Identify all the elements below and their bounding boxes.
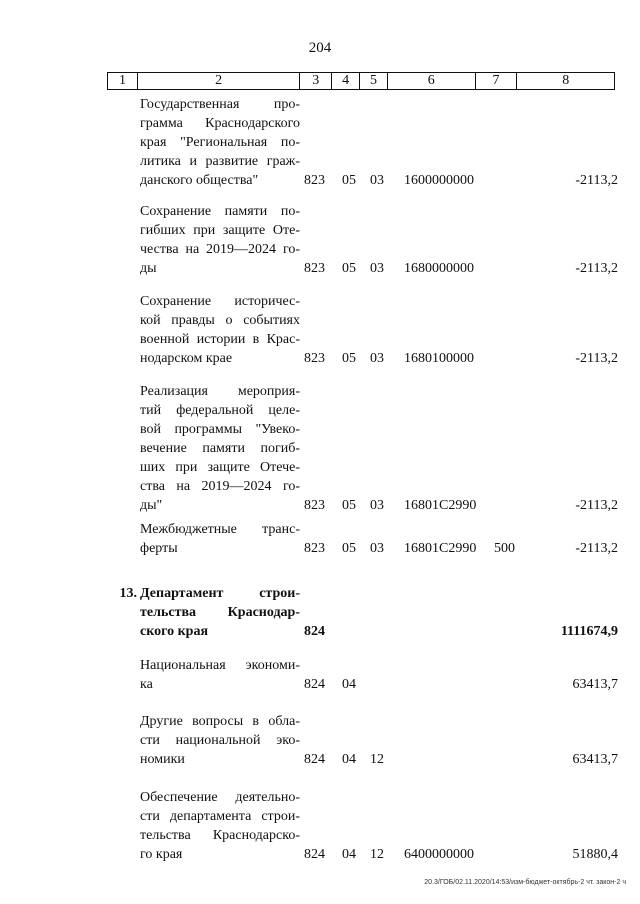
cell-c4: 05 <box>342 173 356 188</box>
table-row <box>0 656 640 694</box>
row-name-line: грамма Краснодарского <box>140 116 300 131</box>
row-name-line: ды" <box>140 498 163 513</box>
row-name-line: тельства Краснодар- <box>140 605 300 620</box>
row-name-line: края "Региональная по- <box>140 135 300 150</box>
row-name-line: номики <box>140 752 185 767</box>
cell-c5: 03 <box>370 351 384 366</box>
row-name-line: Другие вопросы в обла- <box>140 714 300 729</box>
row-name-line: ды <box>140 261 157 276</box>
cell-c8: 51880,4 <box>572 847 618 862</box>
row-name <box>140 292 300 368</box>
row-name <box>140 656 300 694</box>
cell-c7: 500 <box>494 541 515 556</box>
table-row <box>0 520 640 558</box>
row-name-line: ства на 2019—2024 го- <box>140 479 300 494</box>
cell-c3: 823 <box>304 261 325 276</box>
cell-c8: -2113,2 <box>575 261 618 276</box>
cell-c5: 03 <box>370 498 384 513</box>
row-name-line: сти национальной эко- <box>140 733 300 748</box>
cell-c4: 04 <box>342 752 356 767</box>
row-name-line: сти департамента строи- <box>140 809 300 824</box>
row-name-line: гибших при защите Оте- <box>140 223 300 238</box>
cell-c8: -2113,2 <box>575 541 618 556</box>
row-name-line: кой правды о событиях <box>140 313 300 328</box>
cell-c4: 05 <box>342 498 356 513</box>
row-name-line: ского края <box>140 624 209 639</box>
row-name <box>140 584 300 641</box>
column-header-7: 7 <box>476 73 518 89</box>
row-name-line: го края <box>140 847 183 862</box>
column-header-4: 4 <box>332 73 360 89</box>
cell-c6: 16801C2990 <box>404 498 477 513</box>
cell-c8: 63413,7 <box>572 752 618 767</box>
column-header-1: 1 <box>108 73 138 89</box>
row-name <box>140 520 300 558</box>
cell-c5: 12 <box>370 752 384 767</box>
column-header-5: 5 <box>360 73 388 89</box>
cell-c3: 824 <box>304 847 325 862</box>
cell-c8: -2113,2 <box>575 498 618 513</box>
cell-c6: 1600000000 <box>404 173 474 188</box>
column-header-row <box>107 72 615 90</box>
cell-c5: 03 <box>370 541 384 556</box>
row-name-line: Сохранение памяти по- <box>140 204 300 219</box>
cell-c4: 04 <box>342 847 356 862</box>
document-footer-stamp: 20.3/ГОБ/02.11.2020/14:53/изм-бюджет-октябрь-2 чт. закон-2 ч <box>424 879 626 886</box>
column-header-6: 6 <box>388 73 476 89</box>
row-name-line: ферты <box>140 541 178 556</box>
row-name-line: ка <box>140 677 153 692</box>
row-name-line: Межбюджетные транс- <box>140 522 300 537</box>
row-name <box>140 202 300 278</box>
row-name-line: вой программы "Увеко- <box>140 422 300 437</box>
cell-c8: 63413,7 <box>572 677 618 692</box>
row-name-line: Национальная экономи- <box>140 658 300 673</box>
row-name-line: тельства Краснодарско- <box>140 828 300 843</box>
cell-c3: 823 <box>304 351 325 366</box>
cell-c3: 824 <box>304 752 325 767</box>
cell-c5: 03 <box>370 173 384 188</box>
column-header-8: 8 <box>562 73 570 88</box>
cell-c8: -2113,2 <box>575 351 618 366</box>
row-name-line: чества на 2019—2024 го- <box>140 242 300 257</box>
cell-c4: 05 <box>342 261 356 276</box>
row-name-line: тий федеральной целе- <box>140 403 300 418</box>
row-name <box>140 712 300 769</box>
cell-c6: 16801C2990 <box>404 541 477 556</box>
cell-c6: 1680100000 <box>404 351 474 366</box>
cell-c8: 1111674,9 <box>560 624 618 639</box>
cell-c6: 6400000000 <box>404 847 474 862</box>
table-row <box>0 712 640 769</box>
row-name-line: Сохранение историчес- <box>140 294 300 309</box>
row-name-line: литика и развитие граж- <box>140 154 300 169</box>
cell-c3: 824 <box>304 677 325 692</box>
row-name <box>140 382 300 515</box>
page-number: 204 <box>308 40 332 56</box>
row-name-line: данского общества" <box>140 173 259 188</box>
cell-c3: 824 <box>304 624 325 639</box>
cell-c5: 03 <box>370 261 384 276</box>
row-number: 13. <box>119 586 137 601</box>
row-name-line: ших при защите Отече- <box>140 460 300 475</box>
table-row <box>0 584 640 641</box>
table-row <box>0 382 640 515</box>
column-header-2: 2 <box>138 73 300 89</box>
cell-c8: -2113,2 <box>575 173 618 188</box>
cell-c3: 823 <box>304 498 325 513</box>
cell-c6: 1680000000 <box>404 261 474 276</box>
table-row <box>0 788 640 864</box>
table-row <box>0 292 640 368</box>
row-name-line: нодарском крае <box>140 351 233 366</box>
row-name-line: Департамент строи- <box>140 586 300 601</box>
cell-c3: 823 <box>304 173 325 188</box>
column-header-3: 3 <box>300 73 332 89</box>
table-row <box>0 95 640 190</box>
table-row <box>0 202 640 278</box>
cell-c4: 05 <box>342 541 356 556</box>
cell-c5: 12 <box>370 847 384 862</box>
row-name-line: военной истории в Крас- <box>140 332 300 347</box>
row-name-line: Государственная про- <box>140 97 300 112</box>
cell-c3: 823 <box>304 541 325 556</box>
row-name-line: вечение памяти погиб- <box>140 441 300 456</box>
cell-c4: 05 <box>342 351 356 366</box>
row-name-line: Обеспечение деятельно- <box>140 790 300 805</box>
row-name <box>140 788 300 864</box>
row-name-line: Реализация мероприя- <box>140 384 300 399</box>
cell-c4: 04 <box>342 677 356 692</box>
row-name <box>140 95 300 190</box>
